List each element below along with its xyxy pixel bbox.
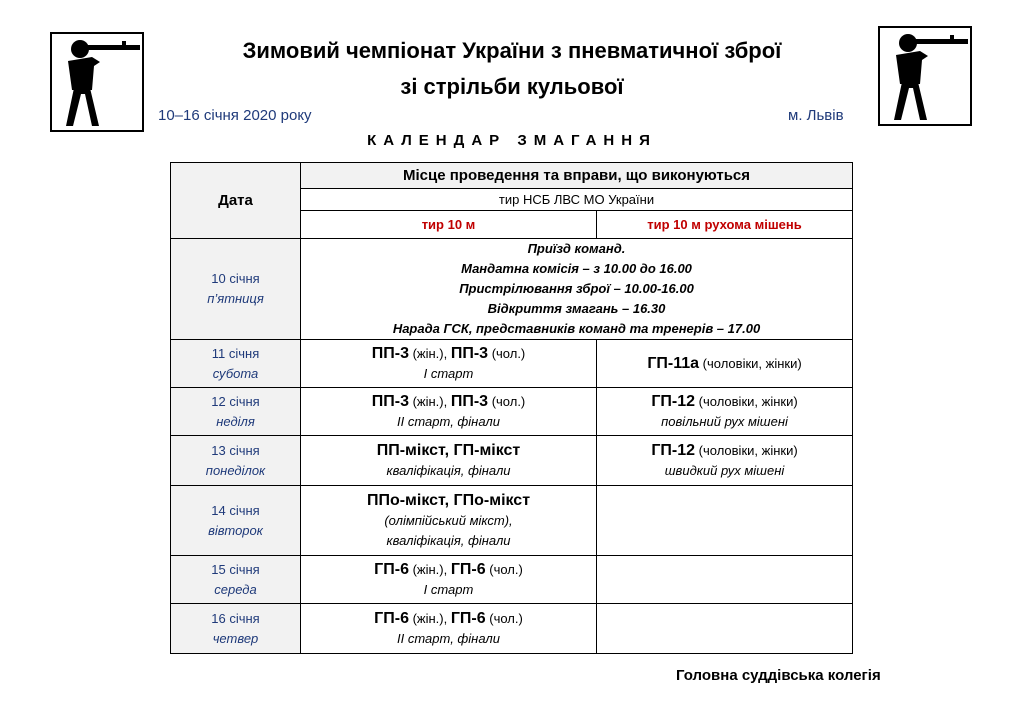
- date-cell: [171, 486, 301, 556]
- event-sub: І старт: [423, 581, 474, 597]
- date-text: 11 січня: [211, 345, 260, 361]
- left-event: [301, 436, 597, 486]
- weekday-text: субота: [212, 365, 259, 381]
- event-sub: І старт: [423, 365, 474, 381]
- event-note: (жін.),: [408, 561, 451, 577]
- event-note: (чоловіки, жінки): [695, 393, 798, 409]
- table-row: [171, 436, 853, 486]
- table-row: [171, 388, 853, 436]
- event-note: (жін.),: [408, 393, 451, 409]
- event-note: (чол.): [488, 393, 526, 409]
- calendar-heading: КАЛЕНДАР ЗМАГАННЯ: [367, 132, 657, 149]
- weekday-text: вівторок: [208, 522, 263, 538]
- date-cell: [171, 388, 301, 436]
- date-cell: [171, 556, 301, 604]
- right-event: [597, 436, 853, 486]
- left-event: [301, 486, 597, 556]
- date-cell: [171, 340, 301, 388]
- left-event: [301, 556, 597, 604]
- page-title-line1: Зимовий чемпіонат України з пневматичної зброї: [242, 38, 782, 63]
- event-code: ГП-12: [651, 392, 696, 410]
- event-note: (чол.): [485, 561, 523, 577]
- left-event: [301, 388, 597, 436]
- table-row: [171, 556, 853, 604]
- page-title-line2: зі стрільби кульової: [400, 74, 624, 99]
- event-city: м. Львів: [788, 107, 844, 124]
- right-event-empty: [597, 486, 853, 556]
- signature: Головна суддівська колегія: [676, 667, 881, 684]
- shooter-left-icon: [50, 32, 144, 132]
- weekday-text: середа: [214, 581, 257, 597]
- weekday-text: понеділок: [205, 462, 266, 478]
- right-event: [597, 340, 853, 388]
- event-sub: (олімпійський мікст),: [384, 512, 513, 528]
- date-text: 15 січня: [211, 561, 260, 577]
- event-note: (жін.),: [408, 610, 451, 626]
- weekday-text: п’ятниця: [207, 291, 264, 306]
- event-sub: ІІ старт, фінали: [397, 630, 500, 646]
- date-header: Дата: [171, 163, 301, 239]
- range-left: тир 10 м: [301, 211, 597, 239]
- left-event: [301, 340, 597, 388]
- event-code: ППо-мікст, ГПо-мікст: [366, 491, 531, 509]
- date-text: 13 січня: [211, 442, 260, 458]
- date-cell: [171, 436, 301, 486]
- date-cell: [171, 239, 301, 340]
- venue-header: Місце проведення та вправи, що виконуються: [301, 163, 853, 189]
- table-row: [171, 239, 853, 340]
- date-cell: [171, 604, 301, 654]
- event-note: (чоловіки, жінки): [699, 355, 802, 371]
- date-text: 10 січня: [211, 271, 260, 286]
- right-event-empty: [597, 556, 853, 604]
- info-line: Відкриття змагань – 16.30: [487, 301, 666, 316]
- event-note: (чол.): [488, 345, 526, 361]
- info-line: Пристрілювання зброї – 10.00-16.00: [459, 281, 694, 296]
- event-code: ПП-3: [450, 344, 489, 362]
- event-code: ГП-6: [374, 609, 409, 627]
- venue-name: тир НСБ ЛВС МО України: [301, 189, 853, 211]
- date-text: 16 січня: [211, 610, 260, 626]
- event-sub: повільний рух мішені: [661, 413, 788, 429]
- table-row: [171, 340, 853, 388]
- event-note: (чол.): [485, 610, 523, 626]
- event-code: ПП-3: [450, 392, 489, 410]
- schedule-table: [170, 162, 853, 654]
- left-event: [301, 604, 597, 654]
- info-line: Мандатна комісія – з 10.00 до 16.00: [461, 261, 692, 276]
- event-sub: швидкий рух мішені: [664, 462, 785, 478]
- right-event: [597, 388, 853, 436]
- shooter-right-icon: [878, 26, 972, 126]
- info-line: Приїзд команд.: [527, 241, 626, 256]
- table-row: [171, 486, 853, 556]
- table-row: [171, 604, 853, 654]
- event-dates: 10–16 січня 2020 року: [158, 107, 312, 124]
- weekday-text: четвер: [212, 630, 259, 646]
- event-sub: ІІ старт, фінали: [397, 413, 500, 429]
- event-code: ПП-3: [371, 344, 409, 362]
- event-code: ГП-12: [651, 441, 696, 459]
- right-event-empty: [597, 604, 853, 654]
- range-right: тир 10 м рухома мішень: [597, 211, 853, 239]
- event-sub: кваліфікація, фінали: [386, 462, 511, 478]
- table-header-row: [171, 163, 853, 189]
- event-sub: кваліфікація, фінали: [386, 532, 511, 548]
- event-code: ГП-6: [450, 609, 486, 627]
- info-line: Нарада ГСК, представників команд та тренерів – 17.00: [392, 321, 761, 336]
- event-code: ГП-6: [450, 560, 486, 578]
- event-code: ГП-11а: [647, 354, 700, 372]
- event-code: ГП-6: [374, 560, 409, 578]
- arrival-info: [301, 239, 853, 340]
- weekday-text: неділя: [216, 413, 255, 429]
- event-note: (жін.),: [408, 345, 451, 361]
- event-code: ПП-мікст, ГП-мікст: [376, 441, 521, 459]
- event-note: (чоловіки, жінки): [695, 442, 798, 458]
- date-text: 12 січня: [211, 393, 260, 409]
- date-text: 14 січня: [211, 502, 260, 518]
- event-code: ПП-3: [371, 392, 409, 410]
